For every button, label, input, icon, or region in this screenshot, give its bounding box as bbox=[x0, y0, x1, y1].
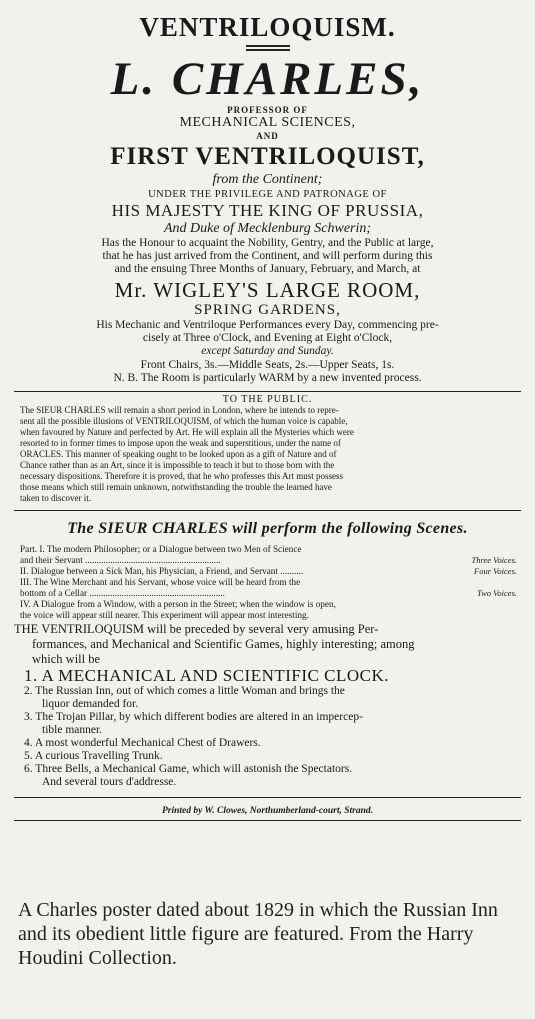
public-line: resorted to in former times to impose upon the weak and superstitious, under the name of bbox=[20, 438, 341, 448]
printer-credit: Printed by W. Clowes, Northumberland-court, Strand. bbox=[161, 806, 374, 816]
to-the-public-heading: TO THE PUBLIC. bbox=[222, 394, 313, 405]
prices: Front Chairs, 3s.—Middle Seats, 2s.—Upper Seats, 1s. bbox=[140, 359, 395, 371]
preceded-line: THE VENTRILOQUISM will be preceded by several very amusing Per- bbox=[14, 622, 379, 636]
honour-line: that he has just arrived from the Continent, and will perform during this bbox=[102, 250, 433, 262]
scene-line bbox=[14, 599, 521, 610]
and-label: AND bbox=[256, 131, 279, 141]
scene-text: the voice will appear still nearer. This experiment will appear most interesting. bbox=[20, 610, 309, 620]
public-line: taken to discover it. bbox=[20, 493, 91, 503]
scene-text: and their Servant ........................................................... bbox=[20, 555, 221, 565]
public-notice bbox=[14, 405, 521, 504]
list-item: liquor demanded for. bbox=[42, 698, 139, 710]
list-item: And several tours d'addresse. bbox=[42, 776, 177, 788]
performance-line: cisely at Three o'Clock, and Evening at Eight o'Clock, bbox=[142, 332, 393, 344]
public-line: ORACLES. This manner of speaking ought to be looked upon as a gift of Nature and of bbox=[20, 449, 337, 459]
list-item: 4. A most wonderful Mechanical Chest of Drawers. bbox=[24, 737, 261, 749]
divider bbox=[14, 820, 521, 821]
performance-line: except Saturday and Sunday. bbox=[201, 345, 334, 357]
professor-of: PROFESSOR OF bbox=[227, 105, 308, 115]
list-item: 2. The Russian Inn, out of which comes a little Woman and brings the bbox=[24, 685, 345, 697]
nota-bene: N. B. The Room is particularly WARM by a new invented process. bbox=[113, 372, 422, 384]
list-item: 1. A MECHANICAL AND SCIENTIFIC CLOCK. bbox=[24, 666, 389, 685]
public-line: sent all the possible illusions of VENTRILOQUISM, of which the human voice is capable, bbox=[20, 416, 348, 426]
preceded-line: formances, and Mechanical and Scientific Games, highly interesting; among bbox=[32, 637, 415, 651]
scene-text: II. Dialogue between a Sick Man, his Physician, a Friend, and Servant .......... bbox=[20, 566, 304, 576]
under-privilege: UNDER THE PRIVILEGE AND PATRONAGE OF bbox=[148, 189, 387, 200]
scene-line bbox=[14, 577, 521, 588]
scene-line bbox=[14, 544, 521, 555]
divider bbox=[14, 510, 521, 511]
performance-paragraph bbox=[14, 319, 521, 358]
public-line: those means which still remain unknown, notwithstanding the trouble the learned have bbox=[20, 482, 332, 492]
honour-line: Has the Honour to acquaint the Nobility, Gentry, and the Public at large, bbox=[101, 237, 434, 249]
scenes-heading: The SIEUR CHARLES will perform the following Scenes. bbox=[67, 520, 468, 537]
venue-name: Mr. WIGLEY'S LARGE ROOM, bbox=[114, 278, 421, 302]
playbill bbox=[14, 6, 521, 821]
list-item: 3. The Trojan Pillar, by which different bodies are altered in an impercep- bbox=[24, 711, 363, 723]
scene-line bbox=[14, 588, 521, 599]
list-item: 6. Three Bells, a Mechanical Game, which will astonish the Spectators. bbox=[24, 763, 353, 775]
majesty-line: HIS MAJESTY THE KING OF PRUSSIA, bbox=[111, 201, 424, 220]
scene-text: IV. A Dialogue from a Window, with a person in the Street; when the window is open, bbox=[20, 599, 336, 609]
scene-text: Part. I. The modern Philosopher; or a Dialogue between two Men of Science bbox=[20, 544, 302, 554]
mechanical-sciences: MECHANICAL SCIENCES, bbox=[179, 115, 356, 130]
public-line: when favoured by Nature and perfected by Art. He will explain all the Mysteries which were bbox=[20, 427, 354, 437]
performer-name: L. CHARLES, bbox=[110, 53, 425, 105]
public-line: The SIEUR CHARLES will remain a short period in London, where he intends to repre- bbox=[20, 405, 339, 415]
poster-title: VENTRILOQUISM. bbox=[139, 12, 396, 42]
public-line: necessary dispositions. Therefore it is proved, that he who professes this Art must possess bbox=[20, 471, 344, 481]
scene-line bbox=[14, 555, 521, 566]
divider bbox=[14, 797, 521, 798]
duke-line: And Duke of Mecklenburg Schwerin; bbox=[163, 221, 372, 236]
from-continent: from the Continent; bbox=[212, 172, 323, 187]
scene-voices: Two Voices. bbox=[477, 588, 517, 598]
venue-location: SPRING GARDENS, bbox=[194, 302, 341, 318]
items-list bbox=[14, 666, 521, 789]
figure-caption: A Charles poster dated about 1829 in which the Russian Inn and its obedient little figure are featured. From the Harry Houdini Collection. bbox=[18, 899, 498, 969]
double-rule bbox=[246, 45, 290, 51]
scene-line bbox=[14, 610, 521, 621]
preceded-paragraph bbox=[14, 622, 521, 666]
honour-line: and the ensuing Three Months of January, February, and March, at bbox=[114, 263, 421, 275]
scene-voices: Three Voices. bbox=[471, 555, 517, 565]
honour-paragraph bbox=[14, 237, 521, 276]
scenes-list bbox=[14, 544, 521, 621]
performance-line: His Mechanic and Ventriloque Performances every Day, commencing pre- bbox=[96, 319, 439, 331]
preceded-line: which will be bbox=[32, 652, 101, 666]
scene-voices: Four Voices. bbox=[474, 566, 517, 576]
list-item: tible manner. bbox=[42, 724, 103, 736]
scene-text: III. The Wine Merchant and his Servant, whose voice will be heard from the bbox=[20, 577, 301, 587]
scene-line bbox=[14, 566, 521, 577]
list-item: 5. A curious Travelling Trunk. bbox=[24, 750, 163, 762]
public-line: Chance rather than as an Art, since it is impossible to teach it but to those born with the bbox=[20, 460, 335, 470]
divider bbox=[14, 391, 521, 392]
scene-text: bottom of a Cellar ........................................................... bbox=[20, 588, 225, 598]
first-ventriloquist: FIRST VENTRILOQUIST, bbox=[110, 143, 425, 170]
